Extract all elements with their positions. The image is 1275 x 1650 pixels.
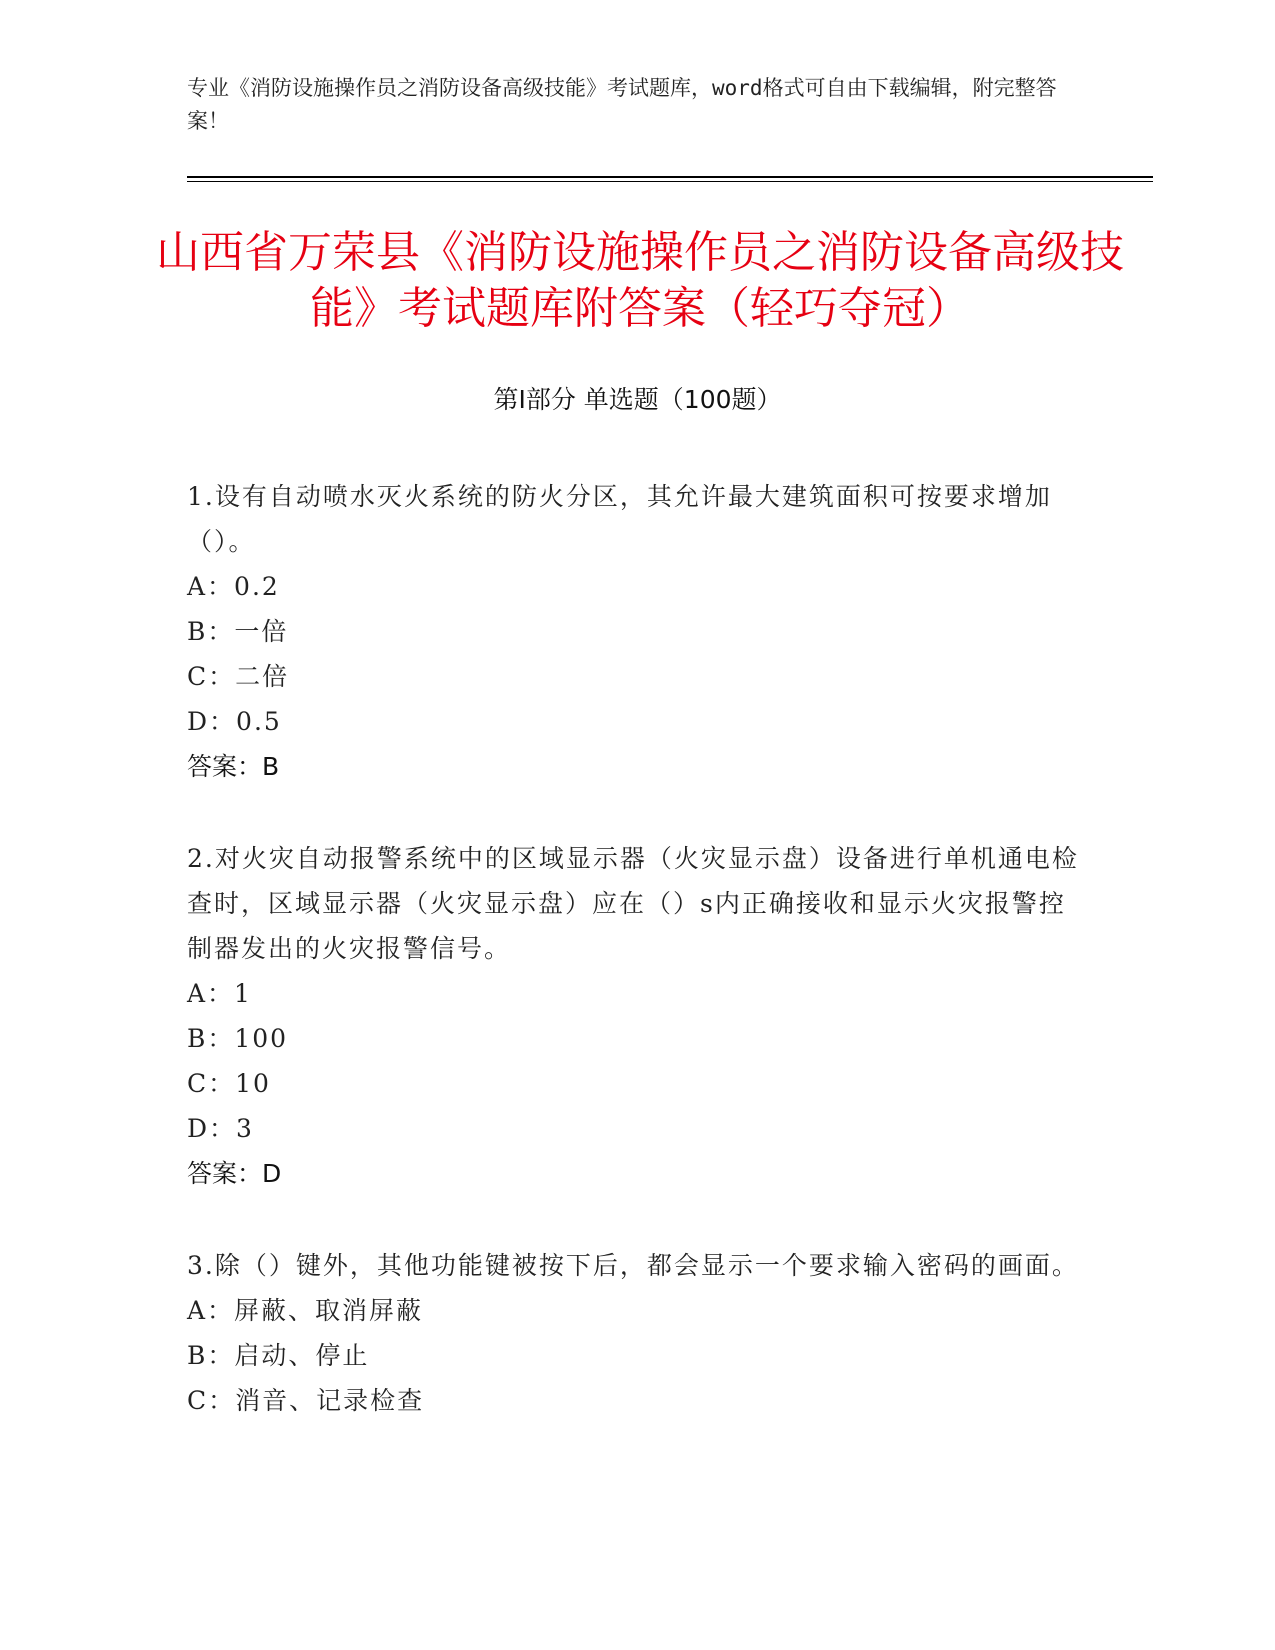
option-d: D：0.5 — [187, 707, 282, 736]
question-stem: 3.除（）键外，其他功能键被按下后，都会显示一个要求输入密码的画面。 — [187, 1251, 1079, 1280]
header-rule-thick — [187, 176, 1153, 178]
header-rule-thin — [187, 181, 1153, 182]
question-list — [187, 474, 1087, 1470]
option-d: D：3 — [187, 1114, 254, 1143]
document-title: 山西省万荣县《消防设施操作员之消防设备高级技能》考试题库附答案（轻巧夺冠） — [156, 227, 1124, 334]
option-c: C：消音、记录检查 — [187, 1386, 425, 1415]
answer: 答案：B — [187, 752, 280, 781]
section-title: 第Ⅰ部分 单选题（100题） — [493, 385, 782, 414]
option-a: A：1 — [187, 979, 252, 1008]
option-b: B：启动、停止 — [187, 1341, 370, 1370]
question-2 — [187, 836, 1087, 1196]
option-a: A：0.2 — [187, 572, 280, 601]
answer: 答案：D — [187, 1159, 282, 1188]
option-c: C：10 — [187, 1069, 271, 1098]
option-b: B：一倍 — [187, 617, 289, 646]
header-note: 专业《消防设施操作员之消防设备高级技能》考试题库，word格式可自由下载编辑，附完整答案！ — [187, 76, 1057, 133]
question-stem: 1.设有自动喷水灭火系统的防火分区，其允许最大建筑面积可按要求增加（）。 — [187, 482, 1052, 556]
question-1 — [187, 474, 1087, 789]
question-3 — [187, 1243, 1087, 1423]
option-a: A：屏蔽、取消屏蔽 — [187, 1296, 424, 1325]
question-stem: 2.对火灾自动报警系统中的区域显示器（火灾显示盘）设备进行单机通电检查时，区域显示器（火灾显示盘）应在（）s内正确接收和显示火灾报警控制器发出的火灾报警信号。 — [187, 844, 1079, 963]
option-c: C：二倍 — [187, 662, 290, 691]
option-b: B：100 — [187, 1024, 289, 1053]
